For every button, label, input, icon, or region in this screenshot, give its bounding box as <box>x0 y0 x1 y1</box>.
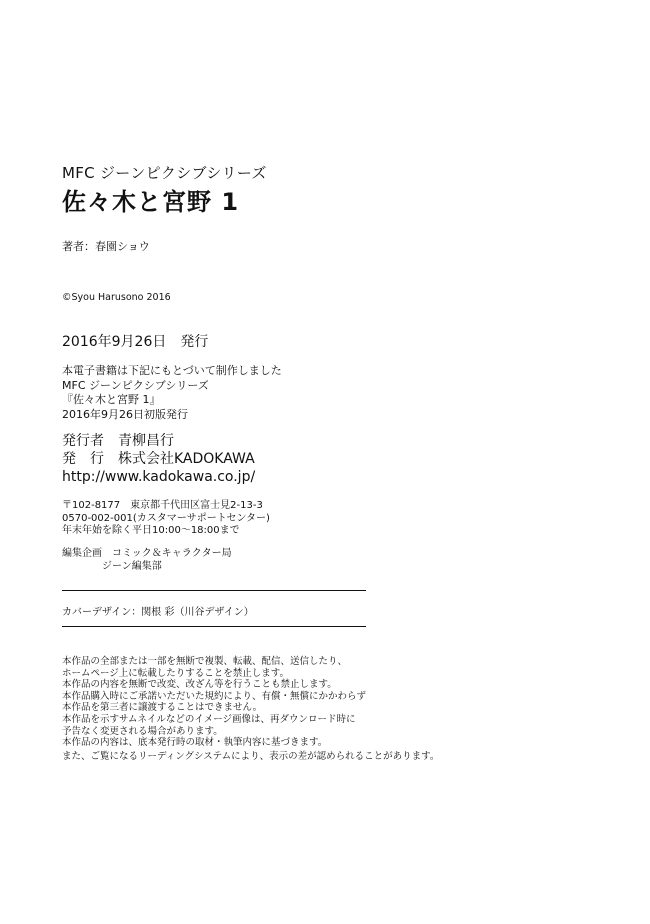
notice-line: 本作品を第三者に譲渡することはできません。 <box>62 702 263 714</box>
address-line: 〒102-8177 東京都千代田区富士見2-13-3 <box>62 500 263 511</box>
author-line: 著者：春園ショウ <box>62 240 150 253</box>
display-difference-notice: また、ご覧になるリーディングシステムにより、表示の差が認められることがあります。 <box>62 751 440 762</box>
editorial-label: 編集企画 コミック＆キャラクター局 <box>62 548 232 559</box>
editorial-block <box>62 548 232 573</box>
publisher-block <box>62 432 255 486</box>
notice-line: 本作品の内容を無断で改変、改ざん等を行うことも禁止します。 <box>62 679 337 691</box>
hours-line: 年末年始を除く平日10:00〜18:00まで <box>62 525 240 536</box>
notice-line: 本作品の全部または一部を無断で複製、転載、配信、送信したり、 <box>62 656 348 667</box>
publisher-url[interactable]: http://www.kadokawa.co.jp/ <box>62 469 256 485</box>
notice-line: 本作品を示すサムネイルなどのイメージ画像は、再ダウンロード時に <box>62 713 356 725</box>
notice-line: ホームページ上に転載したりすることを禁止します。 <box>62 667 290 679</box>
publisher-company: 発 行 株式会社KADOKAWA <box>62 451 255 467</box>
notice-line: 予告なく変更される場合があります。 <box>62 725 223 737</box>
notice-line: 本作品の内容は、底本発行時の取材・執筆内容に基づきます。 <box>62 737 328 749</box>
cover-design-credit: カバーデザイン：関根 彩（川谷デザイン） <box>62 607 254 618</box>
copyright-notice: ©Syou Harusono 2016 <box>62 292 171 303</box>
notice-line: 本作品購入時にご承諾いただいた規約により、有償・無償にかかわらず <box>62 690 367 702</box>
source-line: 本電子書籍は下記にもとづいて制作しました <box>62 364 282 377</box>
source-edition-block <box>62 364 282 422</box>
book-title: 佐々木と宮野 1 <box>62 188 240 216</box>
publication-date: 2016年9月26日 発行 <box>62 334 209 350</box>
source-line: 『佐々木と宮野 1』 <box>62 393 161 406</box>
address-block <box>62 500 270 538</box>
editorial-department: ジーン編集部 <box>102 560 162 572</box>
publisher-person: 発行者 青柳昌行 <box>62 433 174 449</box>
divider-top <box>62 590 366 591</box>
phone-line: 0570-002-001(カスタマーサポートセンター) <box>62 512 270 524</box>
legal-notice-block <box>62 656 366 749</box>
source-line: 2016年9月26日初版発行 <box>62 407 188 421</box>
series-label: MFC ジーンピクシブシリーズ <box>62 164 267 182</box>
source-line: MFC ジーンピクシブシリーズ <box>62 378 209 392</box>
divider-bottom <box>62 626 366 627</box>
